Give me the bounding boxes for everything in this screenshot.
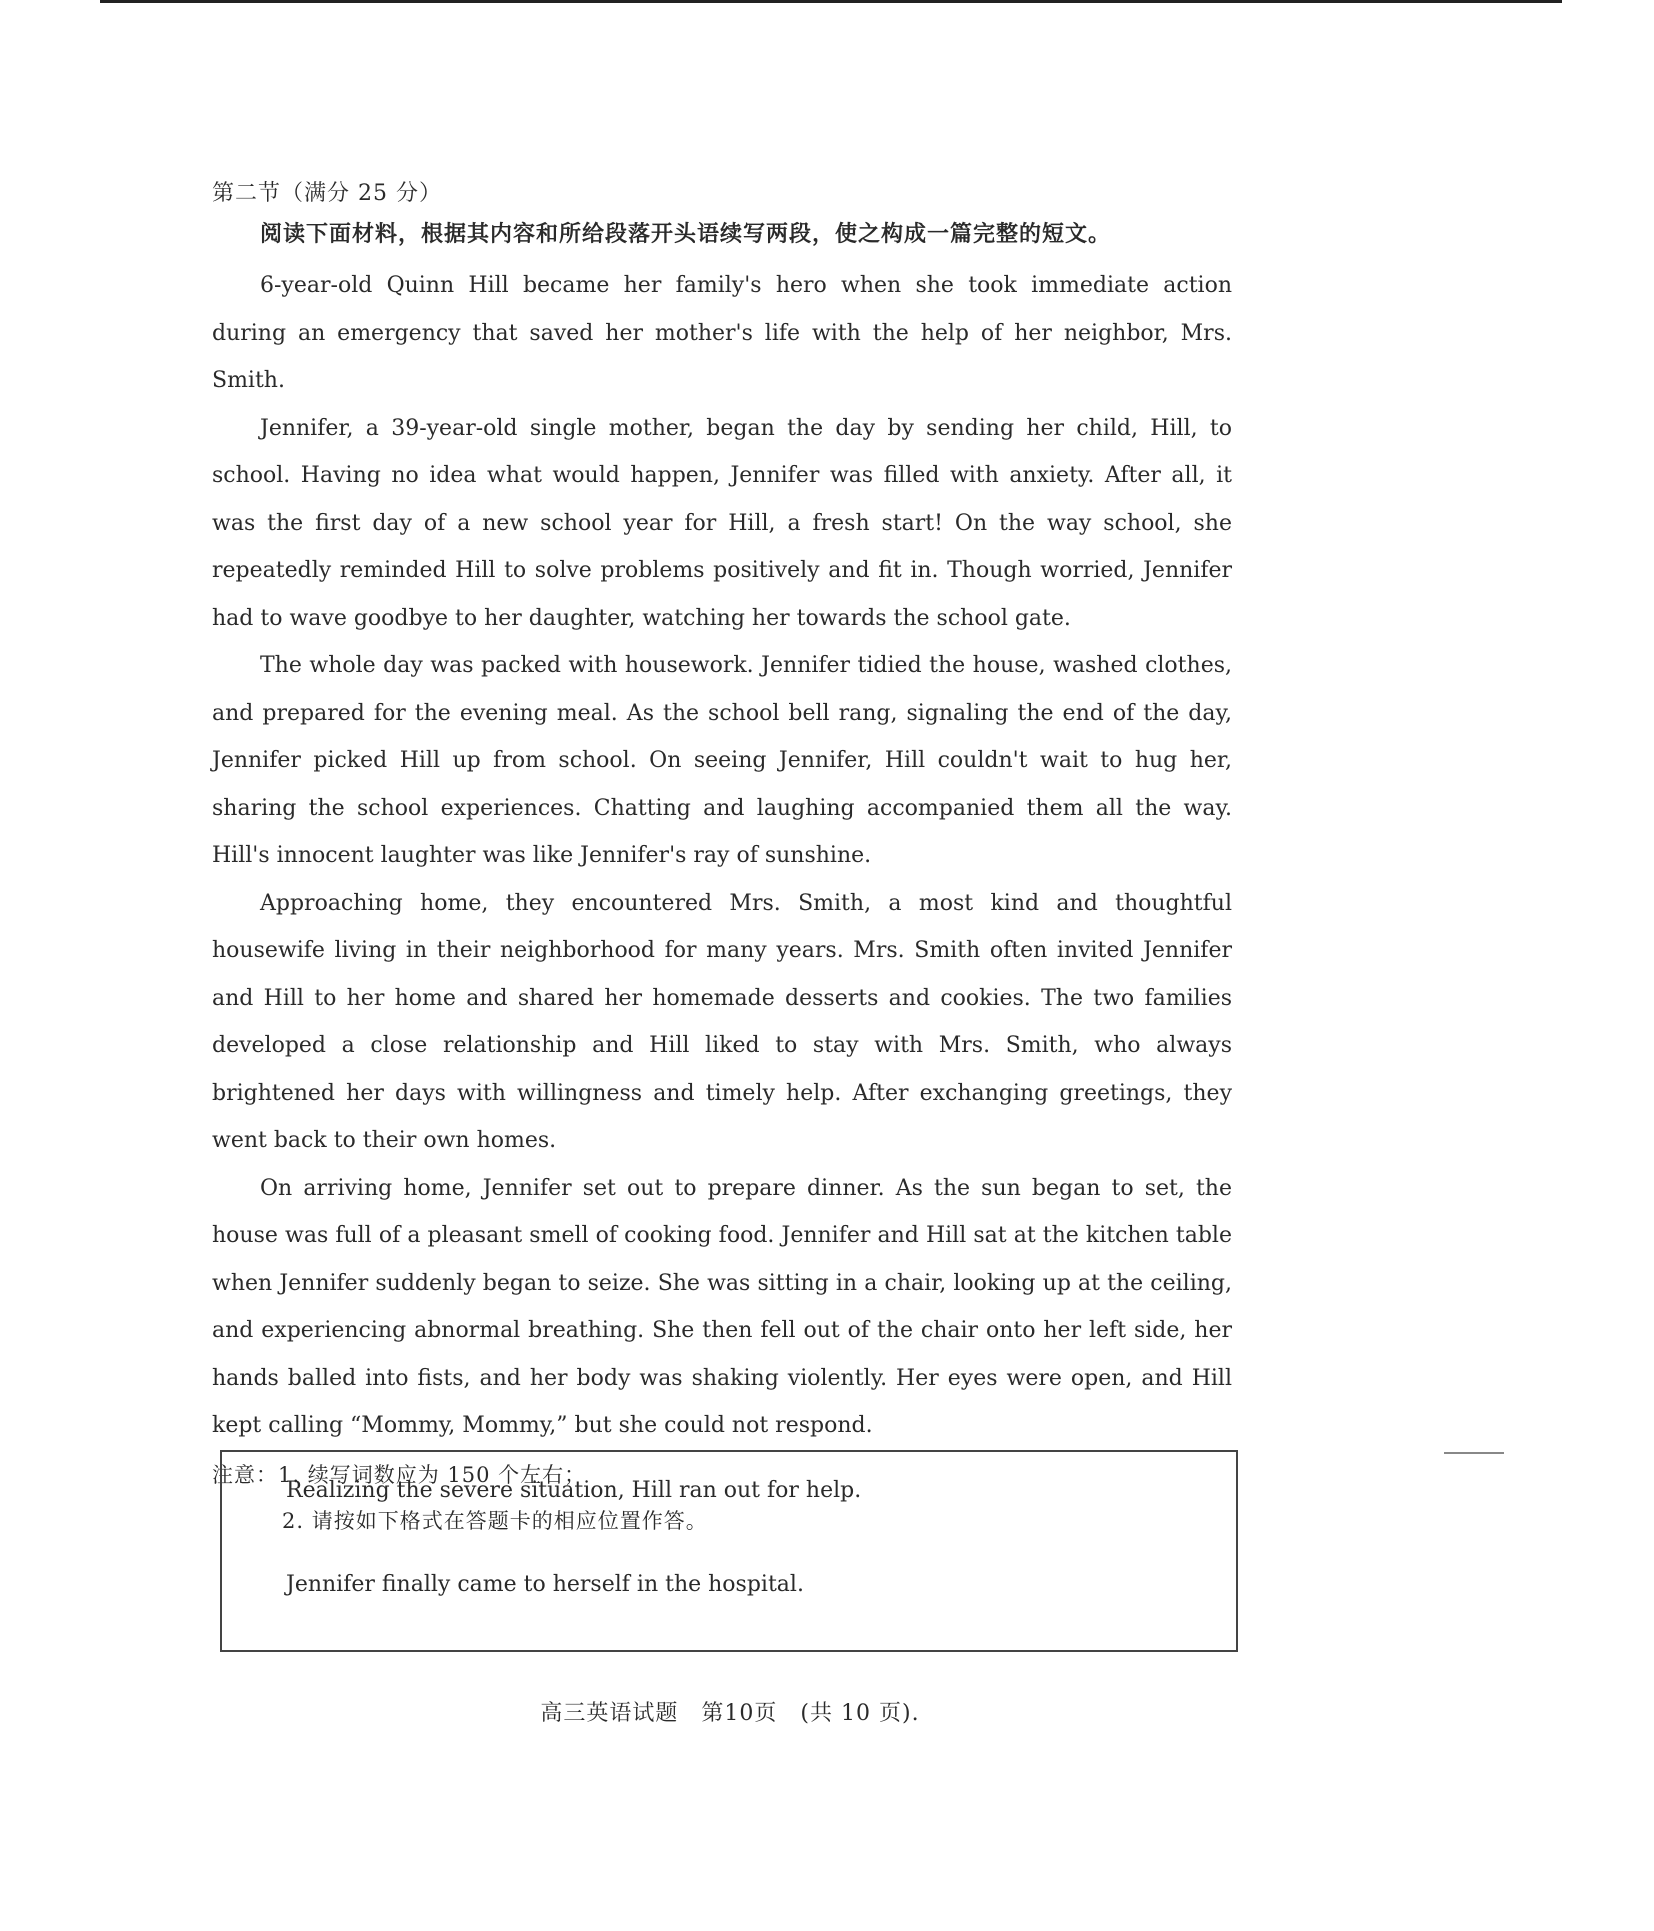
margin-mark: [1444, 1452, 1504, 1454]
passage-paragraph-2: Jennifer, a 39-year-old single mother, began the day by sending her child, Hill, to school. Having no idea what would happen, Jennifer was filled with anxiety. After all, it was the first day of a new school year for Hill, a fresh start! On the way school, she repeatedly reminded Hill to solve problems positively and fit in. Though worried, Jennifer had to wave goodbye to her daughter, watching her towards the school gate.: [212, 415, 1232, 631]
passage-paragraph-1: 6-year-old Quinn Hill became her family's hero when she took immediate action during an emergency that saved her mother's life with the help of her neighbor, Mrs. Smith.: [212, 273, 1232, 393]
paragraph-2-opening: Jennifer finally came to herself in the hospital.: [286, 1572, 804, 1597]
note-format: 2. 请按如下格式在答题卡的相应位置作答。: [282, 1508, 708, 1533]
top-border-line: [100, 0, 1562, 3]
section-header: 第二节（满分 25 分）: [212, 181, 442, 206]
passage-paragraph-3: The whole day was packed with housework. Jennifer tidied the house, washed clothes, and prepared for the evening meal. As the school bell rang, signaling the end of the day, Jennifer picked Hill up from school. On seeing Jennifer, Hill couldn't wait to hug her, sharing the school experiences. Chatting and laughing accompanied them all the way. Hill's innocent laughter was like Jennifer's ray of sunshine.: [212, 653, 1232, 868]
answer-format-box: [220, 1450, 1238, 1652]
main-content: [212, 176, 1232, 1544]
instruction-text: 阅读下面材料，根据其内容和所给段落开头语续写两段，使之构成一篇完整的短文。: [260, 221, 1112, 247]
note-word-count: 注意：1. 续写词数应为 150 个左右；: [212, 1462, 587, 1487]
passage-paragraph-5: On arriving home, Jennifer set out to prepare dinner. As the sun began to set, the house was full of a pleasant smell of cooking food. Jennifer and Hill sat at the kitchen table when Jennifer suddenly began to seize. She was sitting in a chair, looking up at the ceiling, and experiencing abnormal breathing. She then fell out of the chair onto her left side, her hands balled into fists, and her body was shaking violently. Her eyes were open, and Hill kept calling “Mommy, Mommy,” but she could not respond.: [212, 1175, 1232, 1438]
passage-paragraph-4: Approaching home, they encountered Mrs. Smith, a most kind and thoughtful housewife living in their neighborhood for many years. Mrs. Smith often invited Jennifer and Hill to her home and shared her homemade desserts and cookies. The two families developed a close relationship and Hill liked to stay with Mrs. Smith, who always brightened her days with willingness and timely help. After exchanging greetings, they went back to their own homes.: [212, 890, 1232, 1153]
page-footer: 高三英语试题 第10页 (共 10 页).: [540, 1701, 920, 1726]
paragraph-1-opening: Realizing the severe situation, Hill ran out for help.: [286, 1478, 862, 1503]
